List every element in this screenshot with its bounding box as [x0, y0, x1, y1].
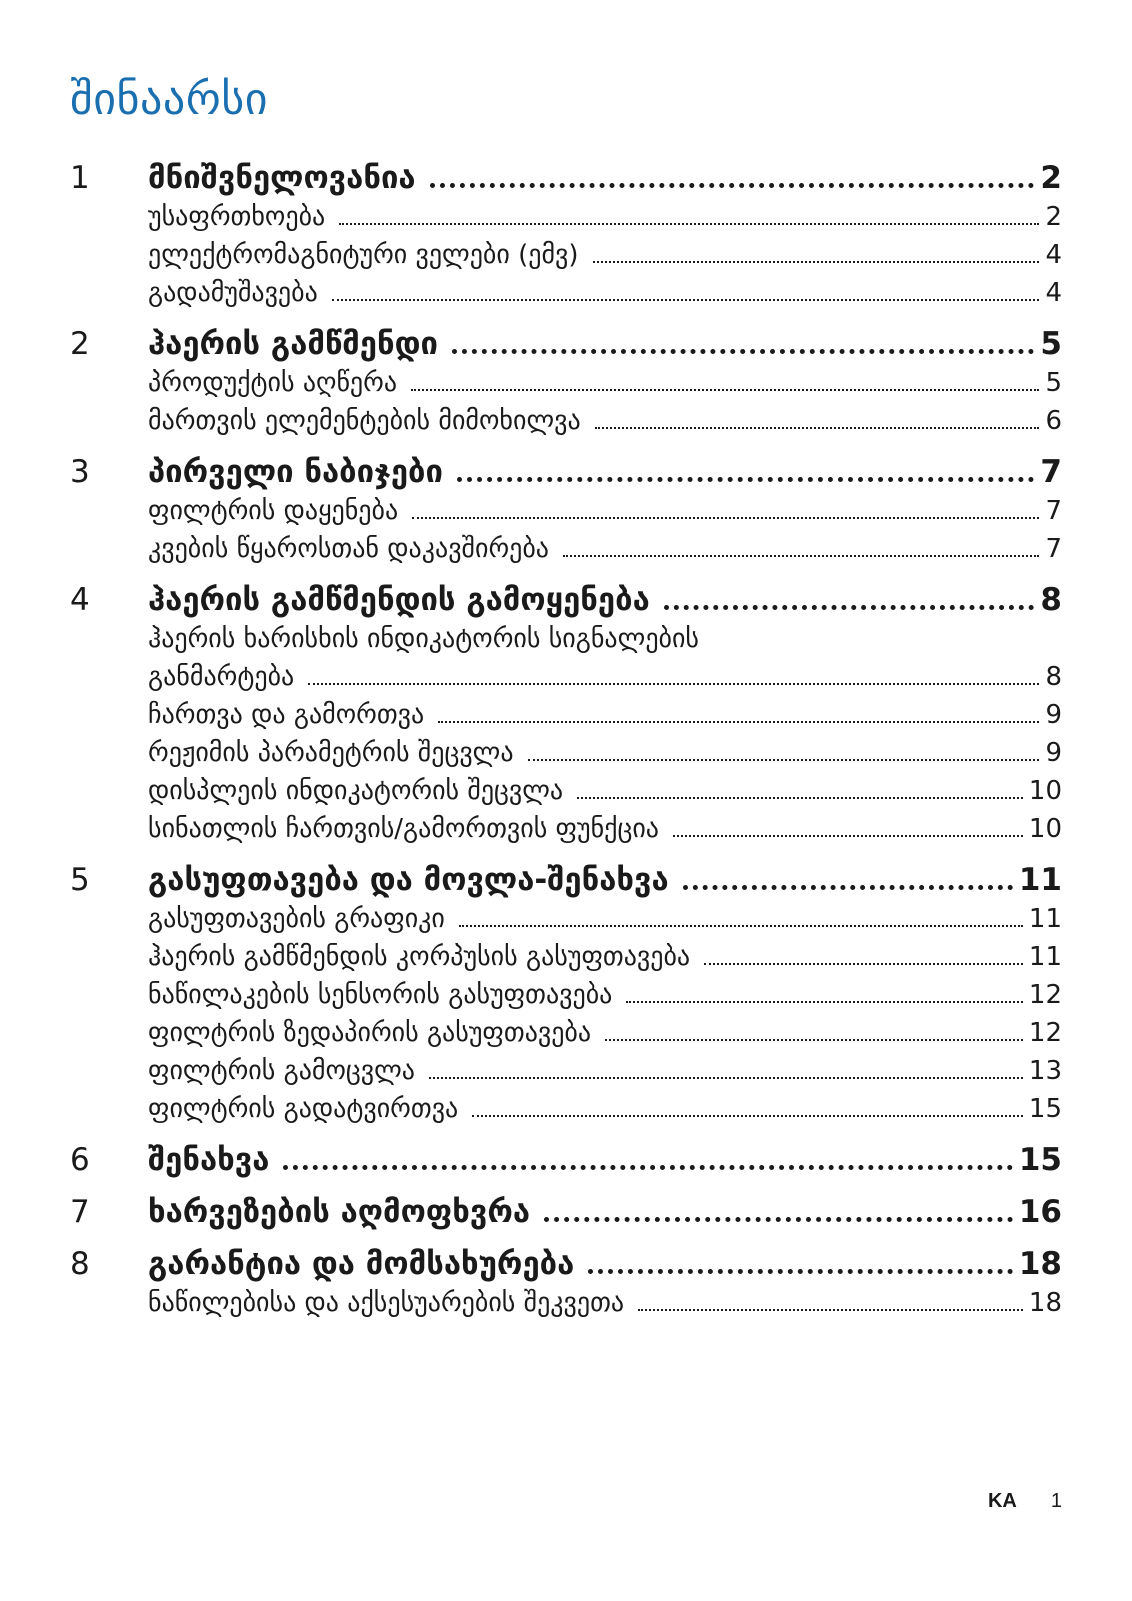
section-title: გარანტია და მომსახურება	[148, 1246, 575, 1282]
subsection-page: 7	[1045, 534, 1062, 564]
subsection-title: ფილტრის დაყენება	[148, 496, 399, 526]
dot-leader	[412, 517, 1039, 519]
dot-leader	[528, 759, 1040, 761]
section-number: 5	[70, 862, 90, 898]
toc-section	[70, 452, 1062, 568]
dot-leader	[459, 925, 1023, 927]
dot-leader	[673, 835, 1023, 837]
toc-section-row[interactable]	[70, 452, 1062, 492]
footer-page-number: 1	[1050, 1490, 1062, 1512]
subsection-title: რეჟიმის პარამეტრის შეცვლა	[148, 738, 514, 768]
section-title: პირველი ნაბიჯები	[148, 454, 443, 490]
subsection-title: ჩართვა და გამორთვა	[148, 700, 425, 730]
subsection-page: 6	[1045, 406, 1062, 436]
section-title: გასუფთავება და მოვლა-შენახვა	[148, 862, 669, 898]
section-title: შენახვა	[148, 1142, 270, 1178]
toc-section	[70, 1192, 1062, 1232]
subsection-page: 11	[1028, 904, 1062, 934]
subsection-title: ნაწილებისა და აქსესუარების შეკვეთა	[148, 1288, 625, 1318]
subsection-page: 2	[1045, 202, 1062, 232]
dot-leader	[411, 389, 1039, 391]
table-of-contents	[70, 158, 1062, 1334]
toc-subsection-row[interactable]	[70, 364, 1062, 402]
subsection-page: 10	[1028, 776, 1062, 806]
section-title: ჰაერის გამწმენდი	[148, 326, 438, 362]
section-number: 7	[70, 1194, 90, 1230]
section-number: 6	[70, 1142, 90, 1178]
toc-section-row[interactable]	[70, 860, 1062, 900]
toc-section-row[interactable]	[70, 1140, 1062, 1180]
subsection-title: კვების წყაროსთან დაკავშირება	[148, 534, 550, 564]
toc-subsection-row-line1[interactable]	[70, 620, 1062, 658]
language-code: KA	[987, 1490, 1017, 1512]
toc-subsection-row[interactable]	[70, 530, 1062, 568]
section-number: 3	[70, 454, 90, 490]
toc-subsection-row[interactable]	[70, 976, 1062, 1014]
toc-subsection-row[interactable]	[70, 492, 1062, 530]
toc-subsection-row[interactable]	[70, 696, 1062, 734]
subsection-title: ფილტრის გამოცვლა	[148, 1056, 415, 1086]
toc-section-row[interactable]	[70, 324, 1062, 364]
subsection-title: ელექტრომაგნიტური ველები (ემვ)	[148, 240, 579, 270]
toc-section	[70, 860, 1062, 1128]
subsection-page: 4	[1045, 240, 1062, 270]
section-page: 2	[1040, 160, 1062, 196]
toc-subsection-row[interactable]	[70, 658, 1062, 696]
dot-leader	[429, 1077, 1023, 1079]
subsection-title: ნაწილაკების სენსორის გასუფთავება	[148, 980, 613, 1010]
dot-leader	[593, 261, 1040, 263]
toc-section-row[interactable]	[70, 1244, 1062, 1284]
subsection-title: მართვის ელემენტების მიმოხილვა	[148, 406, 581, 436]
page-title: შინაარსი	[70, 74, 269, 125]
dot-leader	[452, 349, 1035, 354]
subsection-page: 12	[1028, 1018, 1062, 1048]
page-footer	[0, 1490, 1062, 1513]
dot-leader	[638, 1309, 1023, 1311]
toc-subsection-row[interactable]	[70, 938, 1062, 976]
dot-leader	[577, 797, 1023, 799]
subsection-title-line1: ჰაერის ხარისხის ინდიკატორის სიგნალების	[148, 624, 700, 654]
subsection-page: 8	[1045, 662, 1062, 692]
subsection-page: 4	[1045, 278, 1062, 308]
section-page: 11	[1018, 862, 1062, 898]
toc-section-row[interactable]	[70, 580, 1062, 620]
toc-section-row[interactable]	[70, 1192, 1062, 1232]
section-page: 7	[1040, 454, 1062, 490]
dot-leader	[339, 223, 1039, 225]
section-number: 1	[70, 160, 90, 196]
toc-section	[70, 1244, 1062, 1322]
toc-subsection-row[interactable]	[70, 402, 1062, 440]
dot-leader	[308, 683, 1039, 685]
dot-leader	[704, 963, 1023, 965]
toc-section	[70, 158, 1062, 312]
subsection-title: ჰაერის გამწმენდის კორპუსის გასუფთავება	[148, 942, 691, 972]
section-page: 16	[1018, 1194, 1062, 1230]
subsection-page: 18	[1028, 1288, 1062, 1318]
subsection-page: 12	[1028, 980, 1062, 1010]
dot-leader	[430, 183, 1035, 188]
dot-leader	[664, 605, 1035, 610]
section-title: ხარვეზების აღმოფხვრა	[148, 1194, 531, 1230]
toc-subsection-row[interactable]	[70, 900, 1062, 938]
toc-section	[70, 580, 1062, 848]
dot-leader	[626, 1001, 1023, 1003]
section-title: მნიშვნელოვანია	[148, 160, 416, 196]
toc-subsection-row[interactable]	[70, 198, 1062, 236]
section-title: ჰაერის გამწმენდის გამოყენება	[148, 582, 650, 618]
dot-leader	[588, 1269, 1013, 1274]
dot-leader	[472, 1115, 1023, 1117]
subsection-page: 5	[1045, 368, 1062, 398]
section-number: 4	[70, 582, 90, 618]
subsection-title: უსაფრთხოება	[148, 202, 326, 232]
subsection-title: დისპლეის ინდიკატორის შეცვლა	[148, 776, 564, 806]
toc-section	[70, 1140, 1062, 1180]
subsection-page: 10	[1028, 814, 1062, 844]
dot-leader	[683, 885, 1013, 890]
toc-section	[70, 324, 1062, 440]
dot-leader	[544, 1217, 1013, 1222]
subsection-title: გასუფთავების გრაფიკი	[148, 904, 445, 934]
subsection-title: ფილტრის გადატვირთვა	[148, 1094, 459, 1124]
subsection-title: სინათლის ჩართვის/გამორთვის ფუნქცია	[148, 814, 660, 844]
dot-leader	[283, 1165, 1012, 1170]
dot-leader	[605, 1039, 1023, 1041]
toc-subsection-row[interactable]	[70, 236, 1062, 274]
section-page: 8	[1040, 582, 1062, 618]
dot-leader	[595, 427, 1040, 429]
section-page: 5	[1040, 326, 1062, 362]
section-page: 18	[1018, 1246, 1062, 1282]
toc-subsection-row[interactable]	[70, 772, 1062, 810]
subsection-title: განმარტება	[148, 662, 295, 692]
section-page: 15	[1018, 1142, 1062, 1178]
toc-subsection-row[interactable]	[70, 1052, 1062, 1090]
dot-leader	[457, 477, 1034, 482]
subsection-page: 9	[1045, 738, 1062, 768]
toc-subsection-row[interactable]	[70, 274, 1062, 312]
toc-subsection-row[interactable]	[70, 810, 1062, 848]
subsection-title: ფილტრის ზედაპირის გასუფთავება	[148, 1018, 592, 1048]
section-number: 2	[70, 326, 90, 362]
subsection-page: 9	[1045, 700, 1062, 730]
subsection-page: 15	[1028, 1094, 1062, 1124]
section-number: 8	[70, 1246, 90, 1282]
toc-subsection-row[interactable]	[70, 1014, 1062, 1052]
subsection-page: 13	[1028, 1056, 1062, 1086]
toc-subsection-row[interactable]	[70, 1090, 1062, 1128]
subsection-title: გადამუშავება	[148, 278, 318, 308]
dot-leader	[332, 299, 1040, 301]
subsection-page: 11	[1028, 942, 1062, 972]
subsection-page: 7	[1045, 496, 1062, 526]
dot-leader	[438, 721, 1039, 723]
toc-section-row[interactable]	[70, 158, 1062, 198]
subsection-title: პროდუქტის აღწერა	[148, 368, 398, 398]
dot-leader	[563, 555, 1039, 557]
toc-subsection-row[interactable]	[70, 734, 1062, 772]
toc-subsection-row[interactable]	[70, 1284, 1062, 1322]
